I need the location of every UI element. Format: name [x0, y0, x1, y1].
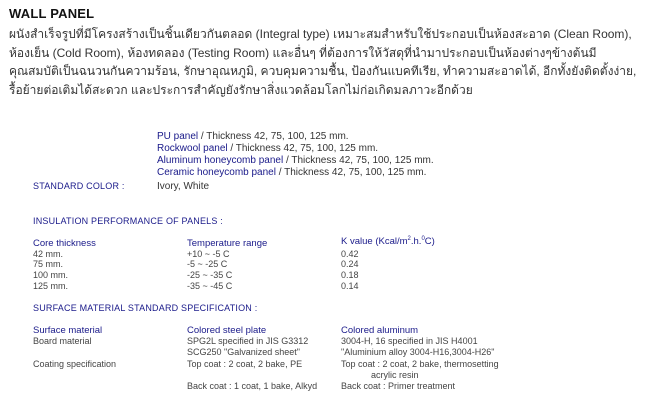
insulation-cell: 125 mm. [33, 281, 69, 291]
insulation-cell: -35 ~ -45 C [187, 281, 233, 291]
insulation-cell: 0.42 [341, 249, 359, 259]
header-core-thickness: Core thickness [33, 238, 96, 249]
header-surface-material: Surface material [33, 325, 103, 336]
intro-paragraph: ผนังสำเร็จรูปที่มีโครงสร้างเป็นชิ้นเดียวกันตลอด (Integral type) เหมาะสมสำหรับใช้ประกอบเป็นห้องสะอาด (Clean Room), ห้องเย็น (Cold Room), ห้องทดลอง (Testing Room) และอื่นๆ ที่ต้องการให้วัสดุที่นำมาประกอบเป็นห้องต่างๆข้างต้นมีคุณสมบัติเป็นฉนวนกันความร้อน, รักษาอุณหภูมิ, ควบคุมความชื้น, ป้องกันแบคทีเรีย, ทำความสะอาดได้, อีกทั้งยังติดตั้งง่าย, รื้อย้ายต่อเติมได้สะดวก และประการสำคัญยังรักษาสิ่งแวดล้อมโลกไม่ก่อเกิดมลภาวะอีกด้วย [9, 27, 637, 97]
alu-coat-line: acrylic resin [371, 370, 419, 380]
panel-spec: / Thickness 42, 75, 100, 125 mm. [227, 143, 379, 154]
insulation-cell: 0.24 [341, 259, 359, 269]
coating-spec-label: Coating specification [33, 359, 117, 369]
panel-name: Rockwool panel [157, 143, 228, 154]
panel-name: PU panel [157, 131, 199, 142]
insulation-cell: 42 mm. [33, 249, 64, 259]
panel-row-aluminum [157, 155, 434, 166]
standard-color-value: Ivory, White [157, 181, 210, 192]
alu-coat-line: Top coat : 2 coat, 2 bake, thermosetting [341, 359, 499, 369]
header-colored-aluminum: Colored aluminum [341, 325, 419, 336]
insulation-cell: -25 ~ -35 C [187, 270, 233, 280]
alu-board-line: "Aluminium alloy 3004-H16,3004-H26" [341, 347, 495, 357]
insulation-cell: 0.18 [341, 270, 359, 280]
header-colored-steel: Colored steel plate [187, 325, 267, 336]
insulation-cell: 100 mm. [33, 270, 69, 280]
panel-name: Ceramic honeycomb panel [157, 167, 276, 178]
alu-board-line: 3004-H, 16 specified in JIS H4001 [341, 336, 478, 346]
steel-board-line: SCG250 "Galvanized sheet" [187, 347, 300, 357]
panel-row-pu [157, 131, 349, 142]
insulation-cell: +10 ~ -5 C [187, 249, 230, 259]
panel-spec: / Thickness 42, 75, 100, 125 mm. [275, 167, 427, 178]
header-temperature-range: Temperature range [187, 238, 268, 249]
insulation-cell: 75 mm. [33, 259, 64, 269]
panel-spec: / Thickness 42, 75, 100, 125 mm. [198, 131, 349, 142]
insulation-cell: 0.14 [341, 281, 359, 291]
panel-name: Aluminum honeycomb panel [157, 155, 284, 166]
standard-color-label: STANDARD COLOR : [33, 181, 125, 191]
panel-spec: / Thickness 42, 75, 100, 125 mm. [283, 155, 434, 166]
alu-coat-line: Back coat : Primer treatment [341, 381, 456, 391]
steel-coat-line: Top coat : 2 coat, 2 bake, PE [187, 359, 303, 369]
insulation-cell: -5 ~ -25 C [187, 259, 228, 269]
page-title: WALL PANEL [9, 6, 95, 21]
header-k-value: K value $(Kcal/m^2.h.^0C)$ [341, 236, 435, 248]
surface-heading: SURFACE MATERIAL STANDARD SPECIFICATION : [33, 303, 258, 313]
steel-coat-line: Back coat : 1 coat, 1 bake, Alkyd [187, 381, 318, 391]
steel-board-line: SPG2L specified in JIS G3312 [187, 336, 309, 346]
insulation-heading: INSULATION PERFORMANCE OF PANELS : [33, 216, 223, 226]
panel-row-rockwool [157, 143, 378, 154]
panel-row-ceramic [157, 167, 426, 178]
board-material-label: Board material [33, 336, 92, 346]
